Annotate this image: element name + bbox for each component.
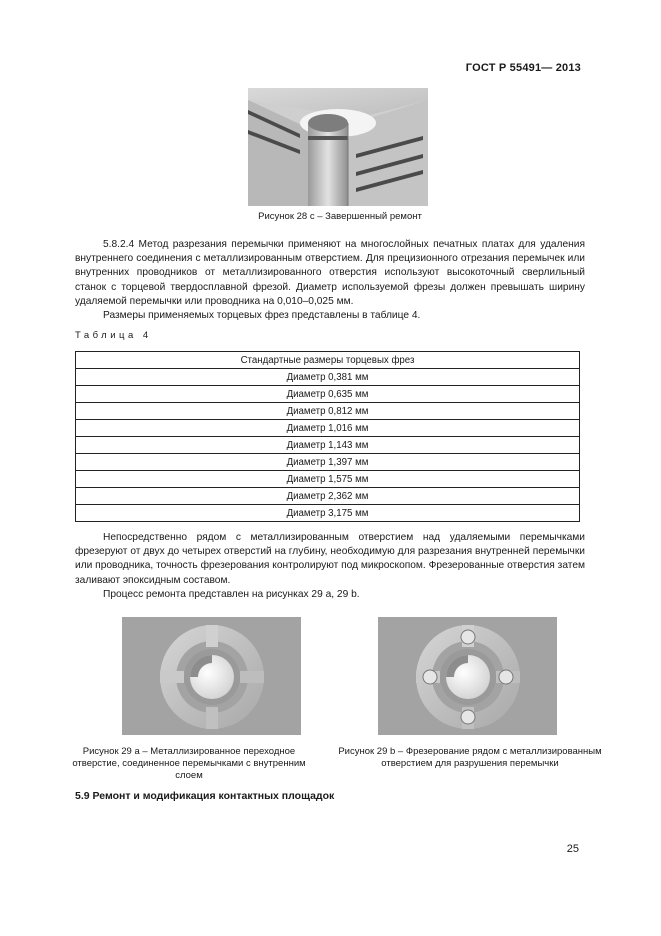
table-row — [76, 488, 580, 505]
table-cell: Диаметр 0,635 мм — [76, 386, 580, 403]
table-row — [76, 471, 580, 488]
table-row — [76, 454, 580, 471]
table-row — [76, 420, 580, 437]
section-heading: 5.9 Ремонт и модификация контактных площадок — [75, 790, 335, 802]
table-cell: Диаметр 0,381 мм — [76, 369, 580, 386]
paragraph-1-text: 5.8.2.4 Метод разрезания перемычки применяют на многослойных печатных платах для удаления внутреннего соединения с металлизированным отверстием. Для прецизионного отрезания перемычек или внутренних проводников от металлизированного отверстия используют высокоточный сверлильный станок с торцевой твердосплавной фрезой. Диаметр используемой фрезы должен превышать ширину удаляемой перемычки или проводника на 0,010–0,025 мм. — [75, 239, 585, 307]
table-row — [76, 505, 580, 522]
figure-29b-caption: Рисунок 29 b – Фрезерование рядом с металлизированным отверстием для разрушения перемычки — [338, 746, 602, 769]
table-cell: Диаметр 1,575 мм — [76, 471, 580, 488]
table-4-label: Таблица 4 — [75, 330, 152, 341]
figure-28c-image — [248, 88, 428, 206]
figure-28c-caption: Рисунок 28 с – Завершенный ремонт — [258, 211, 422, 222]
table-cell: Диаметр 1,016 мм — [76, 420, 580, 437]
table-cell: Диаметр 1,397 мм — [76, 454, 580, 471]
table-cell: Диаметр 1,143 мм — [76, 437, 580, 454]
table-row — [76, 437, 580, 454]
figure-29a-image — [122, 617, 301, 735]
table-cell: Диаметр 0,812 мм — [76, 403, 580, 420]
table-row — [76, 369, 580, 386]
table-header-cell: Стандартные размеры торцевых фрез — [76, 352, 580, 369]
table-cell: Диаметр 2,362 мм — [76, 488, 580, 505]
paragraph-1-table-reference: Размеры применяемых торцевых фрез представлены в таблице 4. — [103, 310, 421, 322]
paragraph-1 — [75, 238, 585, 323]
page-number: 25 — [566, 843, 579, 855]
document-header: ГОСТ Р 55491— 2013 — [465, 62, 581, 74]
paragraph-2 — [75, 531, 585, 602]
table-row — [76, 386, 580, 403]
figure-29a-caption: Рисунок 29 a – Металлизированное переходное отверстие, соединенное перемычками с внутренним слоем — [72, 746, 306, 781]
paragraph-2-text: Непосредственно рядом с металлизированным отверстием над удаляемыми перемычками фрезеруют от двух до четырех отверстий на глубину, необходимую для разрезания внутренней перемычки или проводника, точность фрезерования контролируют под микроскопом. Фрезерованные отверстия затем заливают эпоксидным составом. — [75, 532, 585, 586]
paragraph-2-figure-reference: Процесс ремонта представлен на рисунках 29 а, 29 b. — [103, 588, 360, 600]
table-row — [76, 403, 580, 420]
figure-29b-image — [378, 617, 557, 735]
table-4 — [75, 351, 580, 522]
table-cell: Диаметр 3,175 мм — [76, 505, 580, 522]
